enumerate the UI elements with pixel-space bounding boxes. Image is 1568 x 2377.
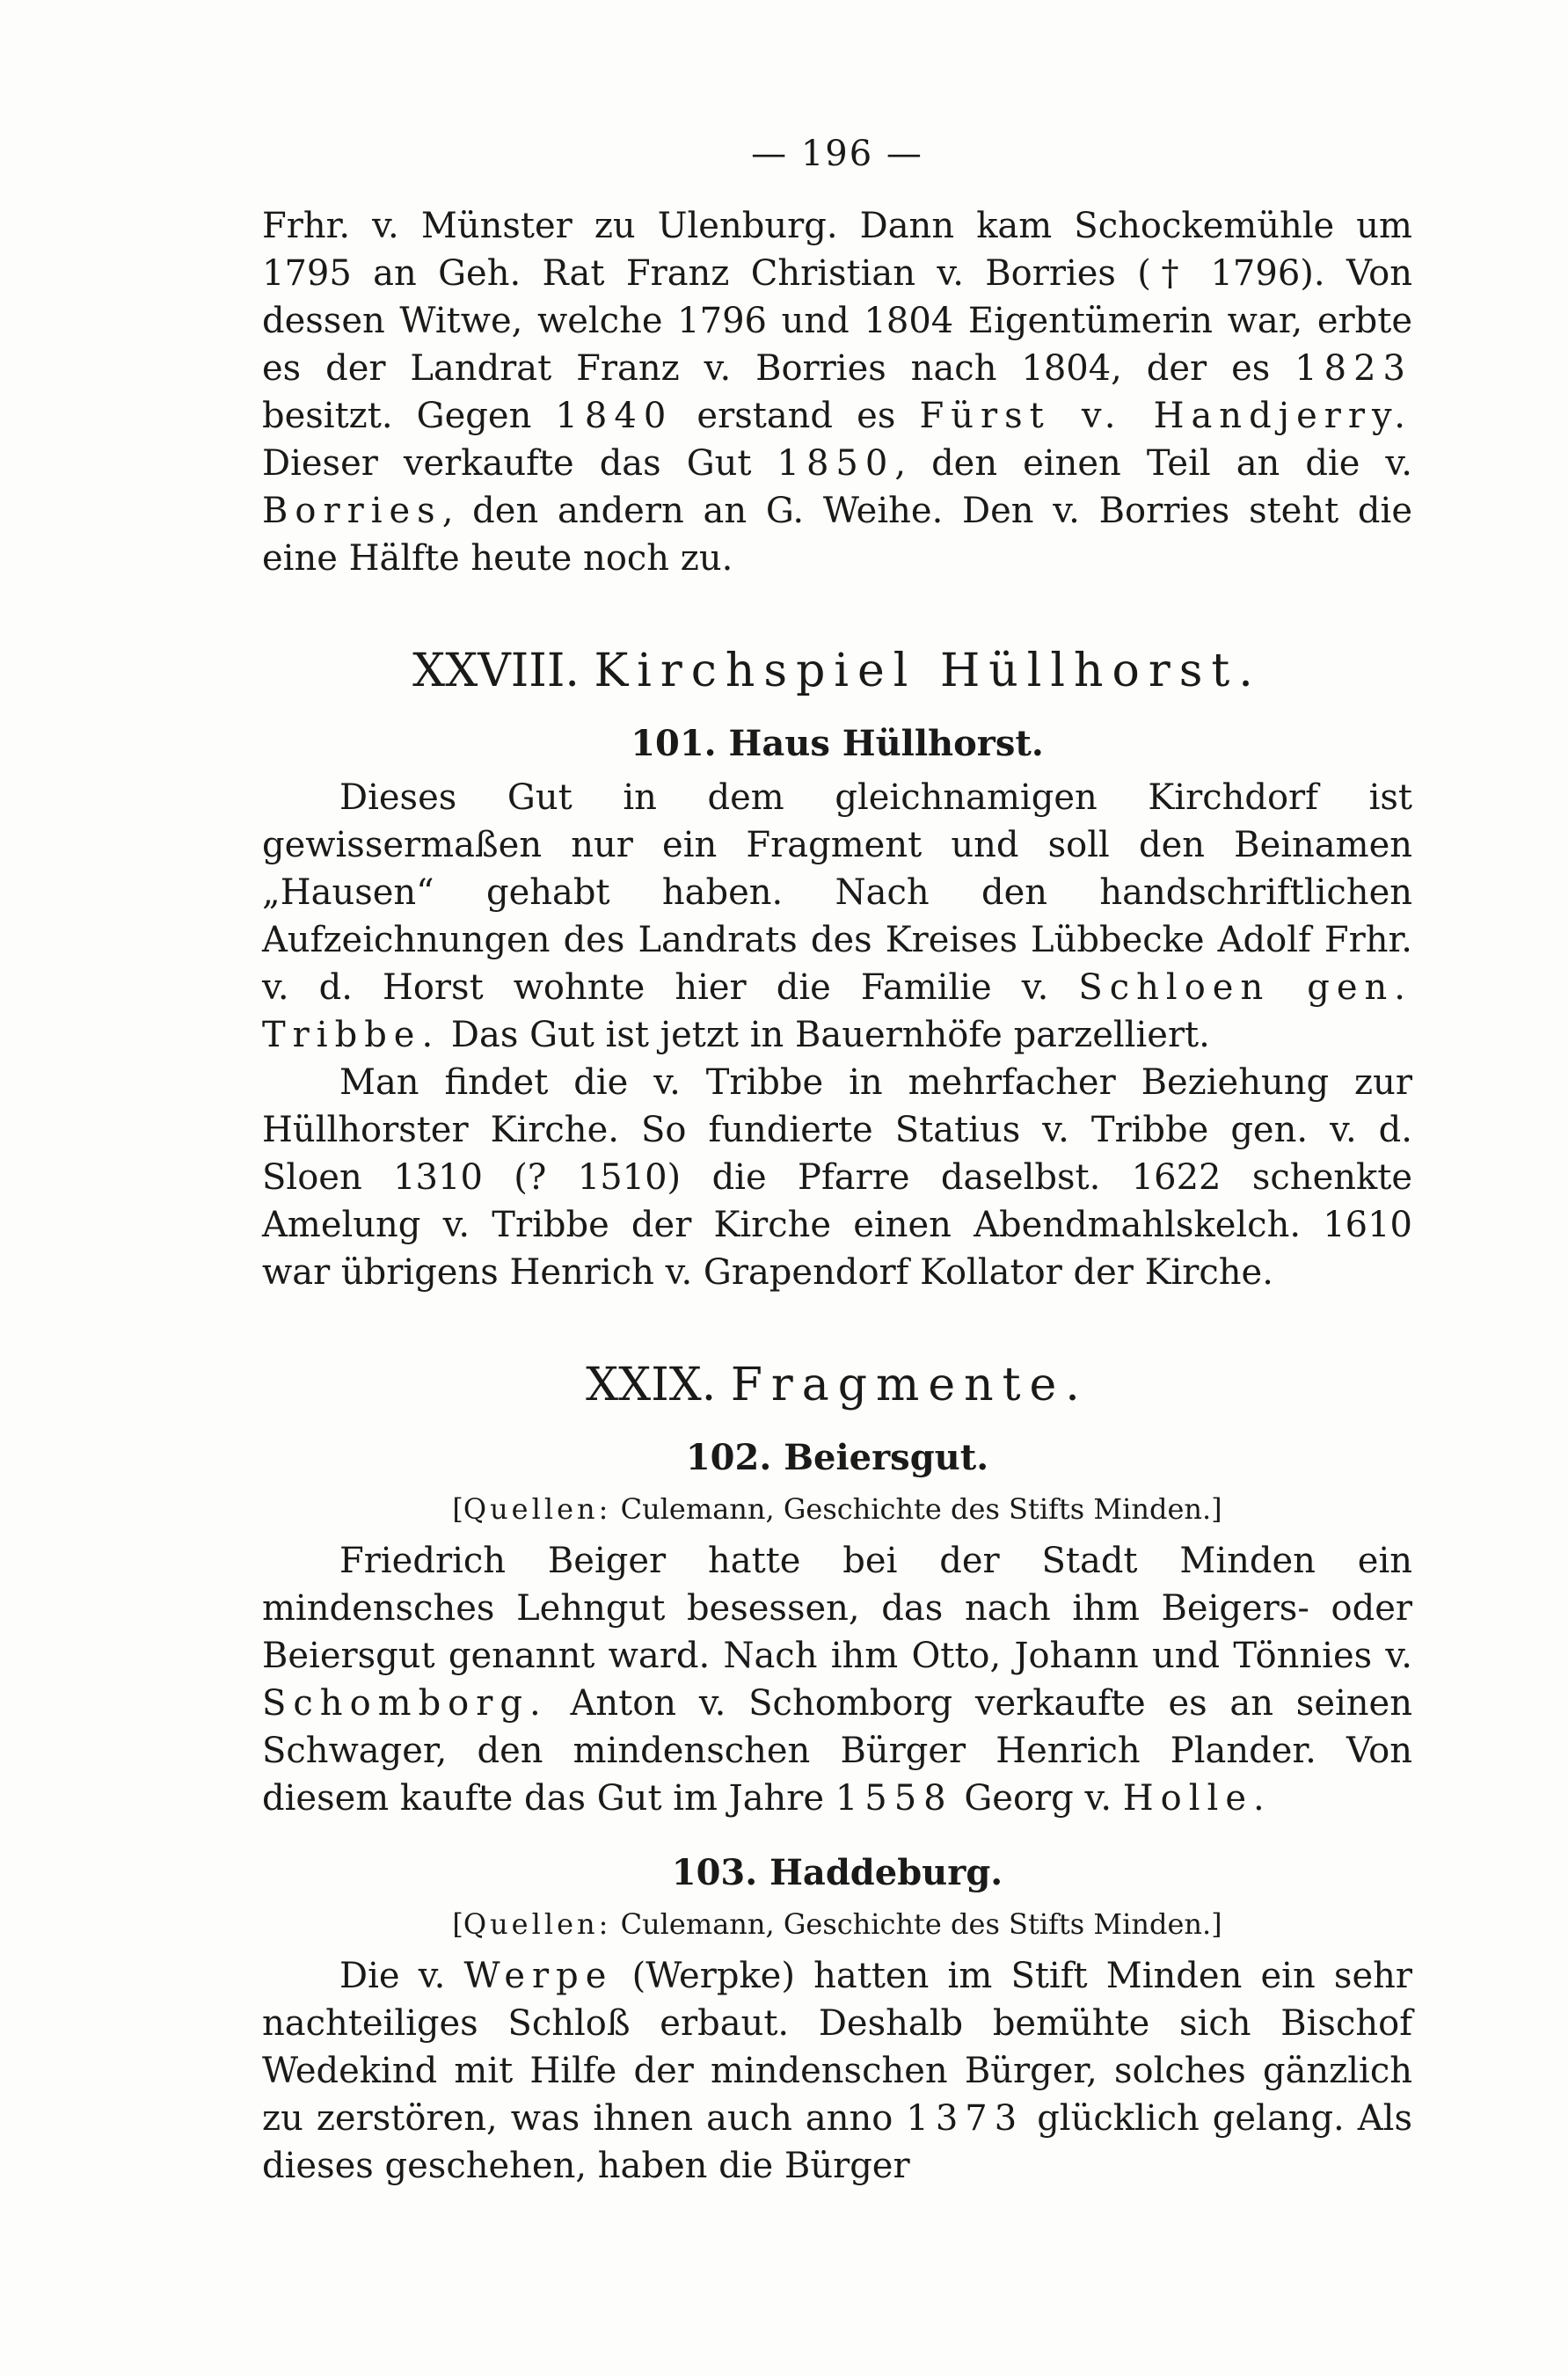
intro-text-6: , den andern an G. Weihe. Den v. Borries steht die eine Hälfte heute noch zu. [262, 491, 1412, 579]
chapter-29-numeral: XXIX. [586, 1359, 717, 1411]
source-close-bracket: ] [1211, 1492, 1222, 1526]
chapter-28-numeral: XXVIII. [412, 645, 580, 697]
section-102-heading: 102. Beiersgut. [685, 1437, 989, 1478]
section-103-paragraph [262, 1952, 1412, 2190]
section-103-source [262, 1903, 1412, 1945]
intro-text-4: Dieser verkaufte das Gut [262, 443, 777, 484]
s101-text-1: Dieses Gut in dem gleichnamigen Kirchdorf ist gewissermaßen nur ein Fragment und soll den Beinamen „Hausen“ gehabt haben. Nach den handschriftlichen Aufzeichnungen des Landrats des Kreises Lübbecke Adolf Frhr. v. d. Horst wohnte hier die Familie v. [262, 777, 1412, 1008]
year-1373: 1373 [906, 2098, 1025, 2139]
section-103-heading: 103. Haddeburg. [671, 1852, 1003, 1893]
source-label: Quellen: [463, 1492, 612, 1526]
s102-text-3: Georg v. [952, 1778, 1123, 1819]
spacer [262, 1822, 1412, 1834]
source-text: Culemann, Geschichte des Stifts Minden. [611, 1492, 1212, 1526]
name-werpe: Werpe [463, 1956, 614, 1996]
chapter-28-title: Kirchspiel Hüllhorst. [594, 645, 1262, 697]
s101-text-2: Das Gut ist jetzt in Bauernhöfe parzelliert. [440, 1015, 1210, 1055]
name-borries: Borries [262, 491, 442, 531]
source-open-bracket: [ [452, 1492, 463, 1526]
source-label: Quellen: [463, 1907, 612, 1941]
name-schomborg: Schomborg. [262, 1683, 548, 1724]
section-101-paragraph-1 [262, 774, 1412, 1059]
source-close-bracket: ] [1211, 1907, 1222, 1941]
year-1558: 1558 [835, 1778, 953, 1819]
section-101-paragraph-2: Man findet die v. Tribbe in mehrfacher Beziehung zur Hüllhorster Kirche. So fundierte Statius v. Tribbe gen. v. d. Sloen 1310 (? 1510) die Pfarre daselbst. 1622 schenkte Amelung v. Tribbe der Kirche einen Abendmahlskelch. 1610 war übrigens Henrich v. Grapendorf Kollator der Kirche. [262, 1062, 1412, 1293]
chapter-28-heading [262, 640, 1412, 702]
s103-text-3: glücklich gelang. Als dieses geschehen, haben die Bürger [262, 2098, 1412, 2186]
name-handjerry: Fürst v. Handjerry. [919, 396, 1412, 436]
intro-text-1: Frhr. v. Münster zu Ulenburg. Dann kam Schockemühle um 1795 an Geh. Rat Franz Christian v. Borries († 1796). Von dessen Witwe, welche 1796 und 1804 Eigentümerin war, erbte es der Landrat Franz v. Borries nach 1804, der es [262, 206, 1412, 389]
intro-paragraph [262, 202, 1412, 582]
year-1850: 1850 [777, 443, 895, 484]
intro-text-2: besitzt. Gegen [262, 396, 556, 436]
name-holle: Holle. [1122, 1778, 1272, 1819]
section-102-source [262, 1488, 1412, 1530]
s103-text-1: Die v. [339, 1956, 464, 1996]
year-1823: 1823 [1295, 348, 1412, 389]
page-content [262, 132, 1412, 2190]
section-101-heading: 101. Haus Hüllhorst. [631, 723, 1044, 764]
chapter-29-title: Fragmente. [730, 1359, 1089, 1411]
source-open-bracket: [ [452, 1907, 463, 1941]
section-102-paragraph [262, 1537, 1412, 1822]
intro-text-5: , den einen Teil an die v. [894, 443, 1412, 484]
name-schloen: Schloen gen. Tribbe. [262, 967, 1413, 1055]
s103-text-2: (Werpke) hatten im Stift Minden ein sehr nachteiliges Schloß erbaut. Deshalb bemühte sich Bischof Wedekind mit Hilfe der mindenschen Bürger, solches gänzlich zu zerstören, was ihnen auch anno [262, 1956, 1413, 2139]
chapter-29-heading [262, 1354, 1412, 1416]
s102-text-1: Friedrich Beiger hatte bei der Stadt Minden ein mindensches Lehngut besessen, das nach ihm Beigers- oder Beiersgut genannt ward. Nach ihm Otto, Johann und Tönnies v. [262, 1541, 1412, 1676]
s102-text-2: Anton v. Schomborg verkaufte es an seinen Schwager, den mindenschen Bürger Henrich Plander. Von diesem kaufte das Gut im Jahre [262, 1683, 1412, 1819]
intro-text-3: erstand es [673, 396, 920, 436]
page-number: — 196 — [751, 134, 923, 174]
source-text: Culemann, Geschichte des Stifts Minden. [611, 1907, 1212, 1941]
year-1840: 1840 [555, 396, 674, 436]
